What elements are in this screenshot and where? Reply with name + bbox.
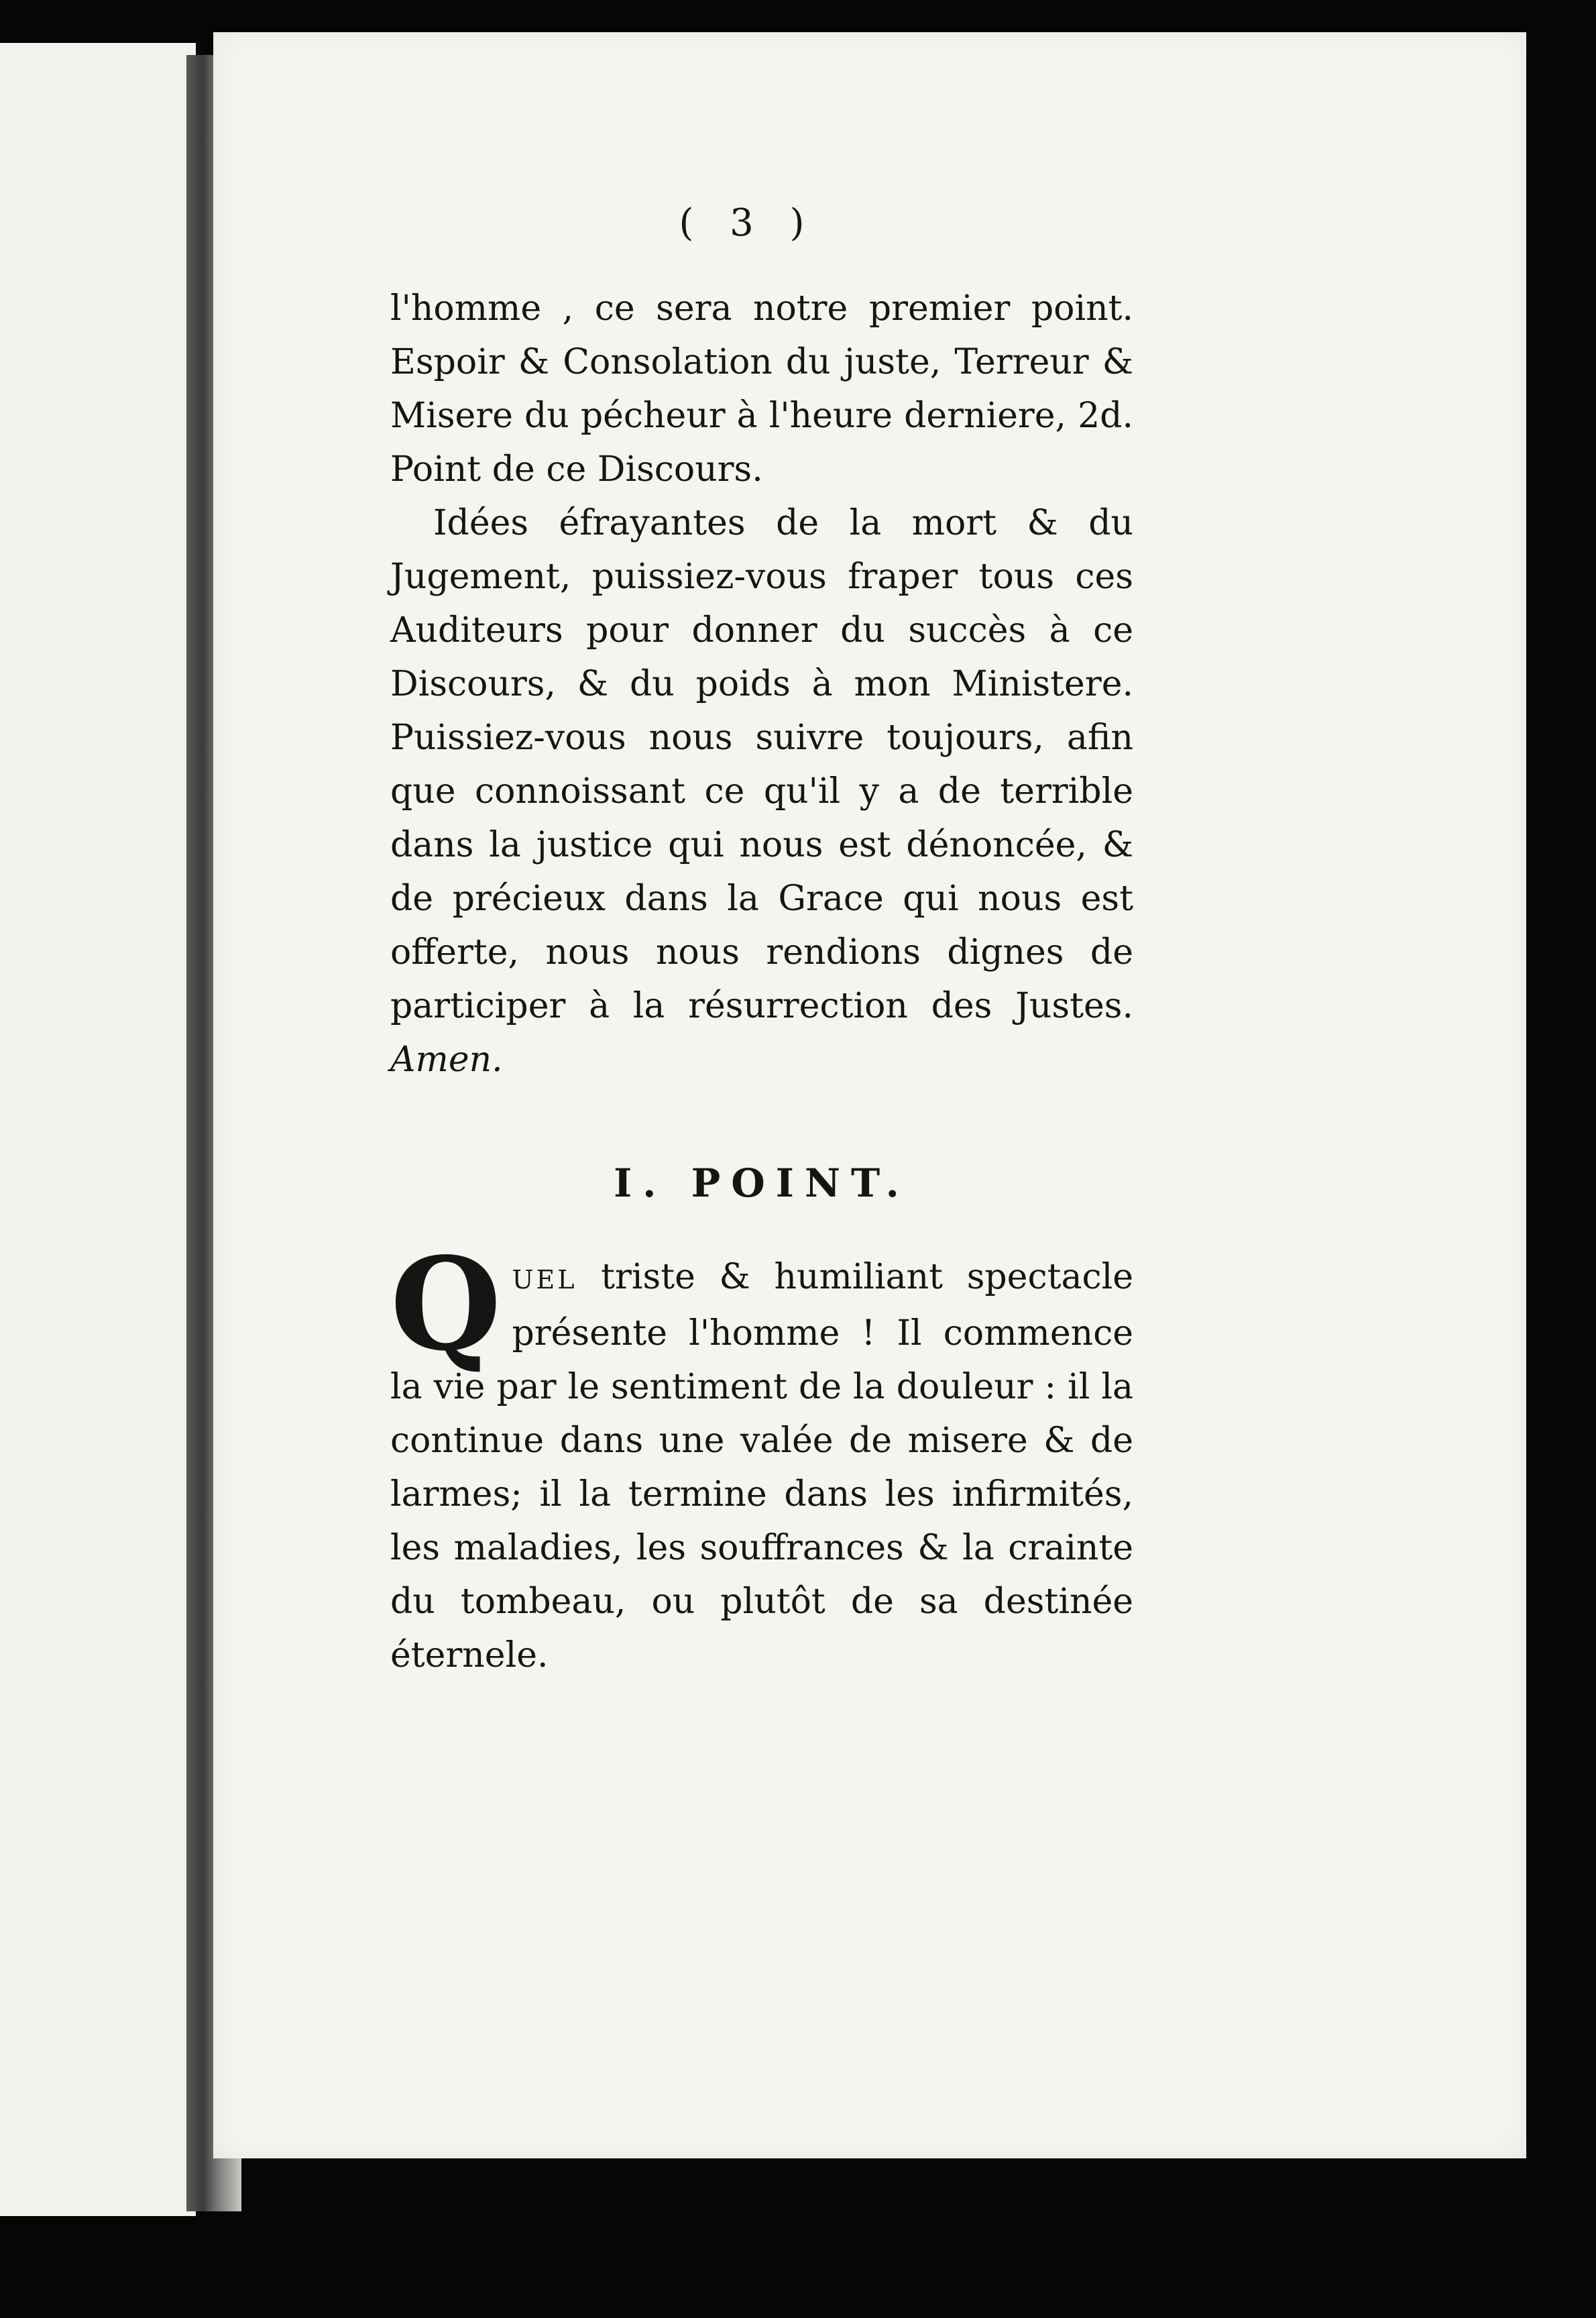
page-number: ( 3 ) [679, 201, 817, 245]
amen-text: Amen. [390, 1040, 503, 1080]
left-page-edge [0, 43, 196, 2216]
section-heading: I. POINT. [614, 1160, 910, 1206]
paragraph-2 [390, 496, 1133, 1087]
drop-cap: Q [390, 1229, 502, 1379]
paragraph-2-text: Idées éfrayantes de la mort & du Jugement, puissiez-vous fraper tous ces Auditeurs pour donner du succès à ce Discours, & du poids à mon Ministere. Puissiez-vous nous suivre toujours, afin que connoissant ce qu'il y a de terrible dans la justice qui nous est dénoncée, & de précieux dans la Grace qui nous est offerte, nous nous rendions dignes de participer à la résurrection des Justes. [390, 503, 1133, 1026]
page-text [390, 282, 1133, 1682]
section-lead-smallcaps: UEL [512, 1265, 577, 1294]
section-paragraph [390, 1229, 1133, 1682]
paragraph-1: l'homme , ce sera notre premier point. Espoir & Consolation du juste, Terreur & Misere du pécheur à l'heure derniere, 2d. Point de ce Discours. [390, 288, 1133, 490]
section-text: triste & humiliant spectacle présente l'homme ! Il commence la vie par le sentiment de la douleur : il la continue dans une valée de misere & de larmes; il la termine dans les infirmités, les maladies, les souffrances & la crainte du tombeau, ou plutôt de sa destinée éternele. [390, 1257, 1133, 1675]
